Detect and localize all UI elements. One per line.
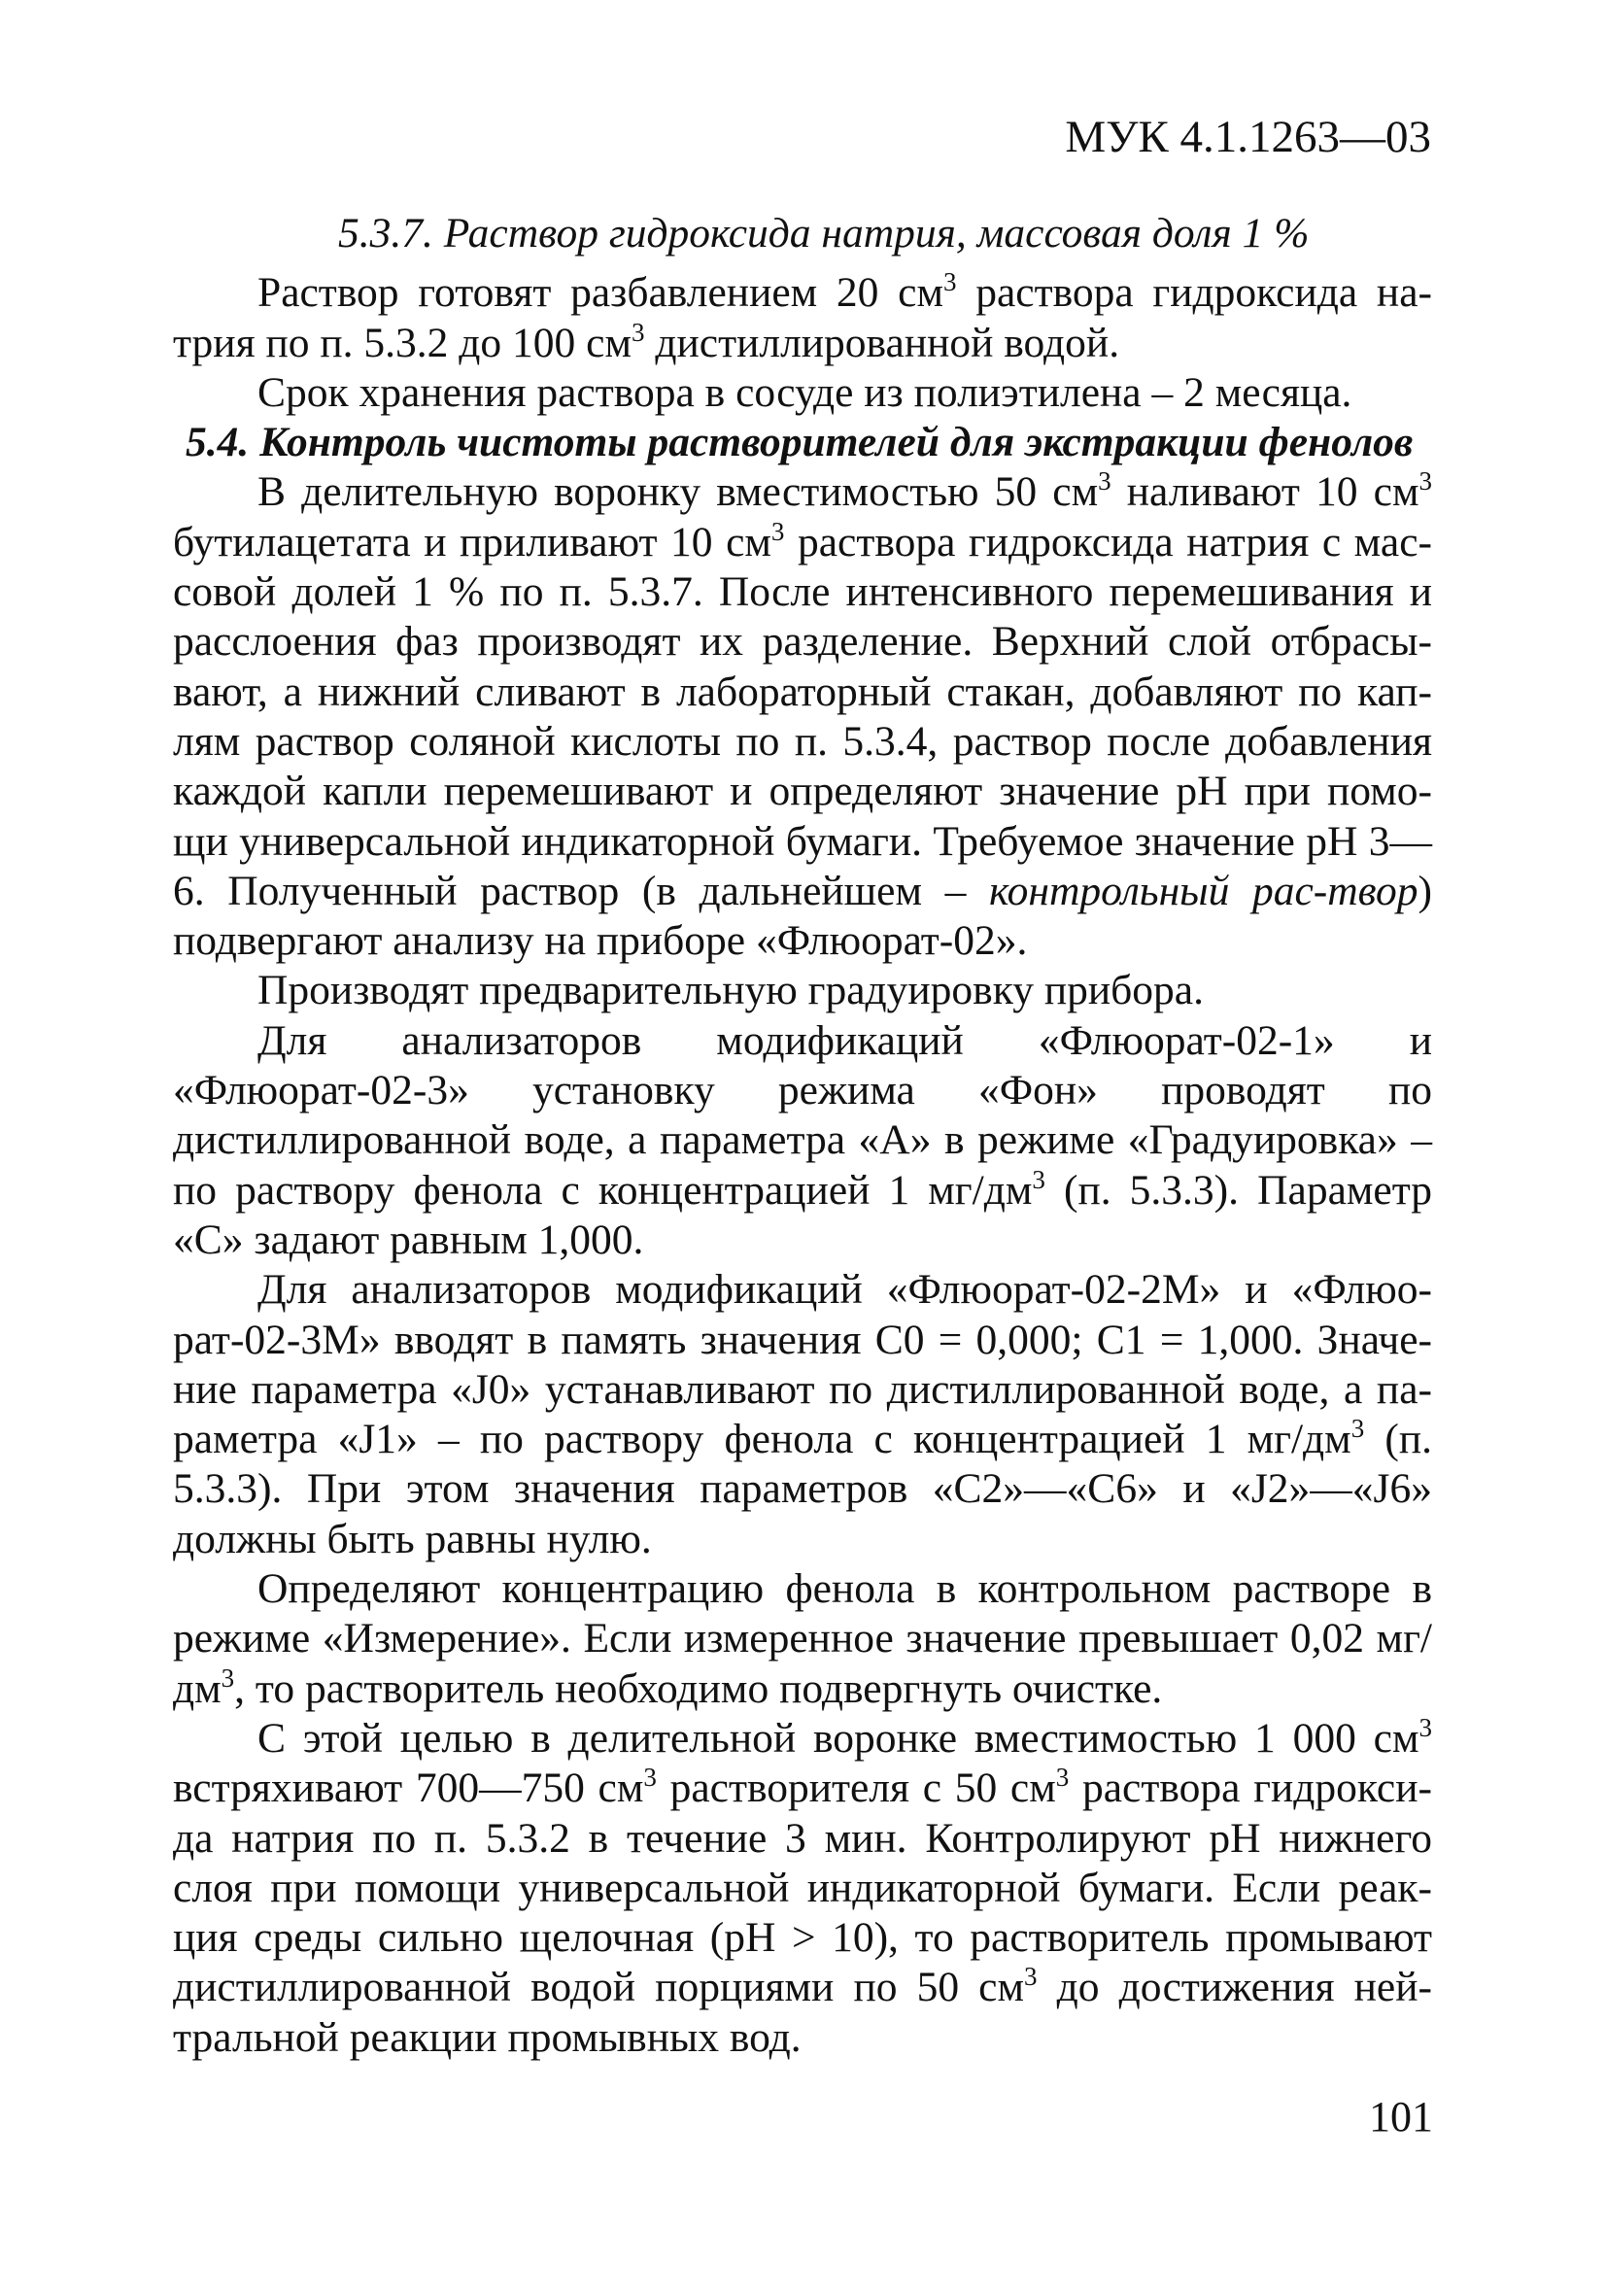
paragraph-calibration-02-1: Для анализаторов модификаций «Флюорат-02-1» и «Флюорат-02-3» установку режима «Фон» проводят по дистиллированной воде, а параметра «А» в режиме «Градуировка» – по раствору фенола с концентрацией 1 $мг/дм^3$ (п. 5.3.3). Параметр «С» задают равным 1,000. [173,1016,1432,1263]
exponent: 3 [1418,1712,1432,1742]
exponent: 3 [1032,1164,1045,1194]
paragraph-calibration-intro: Производят предварительную градуировку прибора. [257,967,1204,1014]
exponent: 3 [770,516,785,546]
running-header: МУК 4.1.1263—03 [1065,112,1431,162]
section-heading-5-4: 5.4. Контроль чистоты растворителей для экстракции фенолов [186,419,1414,466]
exponent: 3 [643,1763,657,1793]
paragraph-procedure: В делительную воронку вместимостью 50 $см^3$ наливают 10 $см^3$ бутилацетата и приливают 10 $см^3$ раствора гидроксида натрия с мас-совой долей 1 % по п. 5.3.7. После интенсивного перемешивания и расслоения фаз производят их разделение. Верхний слой отбрасы-вают, а нижний сливают в лабораторный стакан, добавляют по кап-лям раствор соляной кислоты по п. 5.3.4, раствор после добавления каждой капли перемешивают и определяют значение pH при помо-щи универсальной индикаторной бумаги. Требуемое значение pH 3—6. Полученный раствор (в дальнейшем – контрольный рас-твор) подвергают анализу на приборе «Флюорат-02». [173,466,1433,965]
subsection-heading-5-3-7: 5.3.7. Раствор гидроксида натрия, массовая доля 1 % [338,210,1310,257]
exponent: 3 [1098,466,1111,497]
exponent: 3 [1024,1962,1038,1992]
paragraph-calibration-02-2m: Для анализаторов модификаций «Флюорат-02-2М» и «Флюо-рат-02-3М» вводят в память значения С0 = 0,000; С1 = 1,000. Значе-ние параметра «J0» устанавливают по дистиллированной воде, а па-раметра «J1» – по раствору фенола с концентрацией 1 $мг/дм^3$ (п. 5.3.3). При этом значения параметров «С2»—«С6» и «J2»—«J6» должны быть равны нулю. [173,1266,1432,1562]
exponent: 3 [1055,1763,1070,1793]
exponent: 3 [221,1662,235,1693]
page-body [173,209,1432,2063]
exponent: 3 [942,267,957,297]
exponent: 3 [631,317,645,347]
paragraph-purification: С этой целью в делительной воронке вместимостью 1 000 $см^3$ встряхивают 700—750 $см^3$ растворителя с 50 $см^3$ раствора гидрокси-да натрия по п. 5.3.2 в течение 3 мин. Контролируют pH нижнего слоя при помощи универсальной индикаторной бумаги. Если реак-ция среды сильно щелочная (pH > 10), то растворитель промывают дистиллированной водой порциями по 50 $см^3$ до достижения ней-тральной реакции промывных вод. [173,1712,1433,2061]
term-control-solution: контрольный рас-твор [988,867,1418,914]
exponent: 3 [1418,466,1433,497]
page-number: 101 [1369,2093,1433,2141]
paragraph-storage: Срок хранения раствора в сосуде из полиэтилена – 2 месяца. [257,368,1352,416]
exponent: 3 [1350,1414,1365,1444]
paragraph-measurement: Определяют концентрацию фенола в контрольном растворе в режиме «Измерение». Если измеренное значение превышает 0,02 $мг/дм^3$, то растворитель необходимо подвергнуть очистке. [173,1565,1432,1712]
paragraph-dilution: Раствор готовят разбавлением 20 $см^3$ раствора гидроксида на-трия по п. 5.3.2 до 100 $см^3$ дистиллированной водой. [173,267,1433,366]
